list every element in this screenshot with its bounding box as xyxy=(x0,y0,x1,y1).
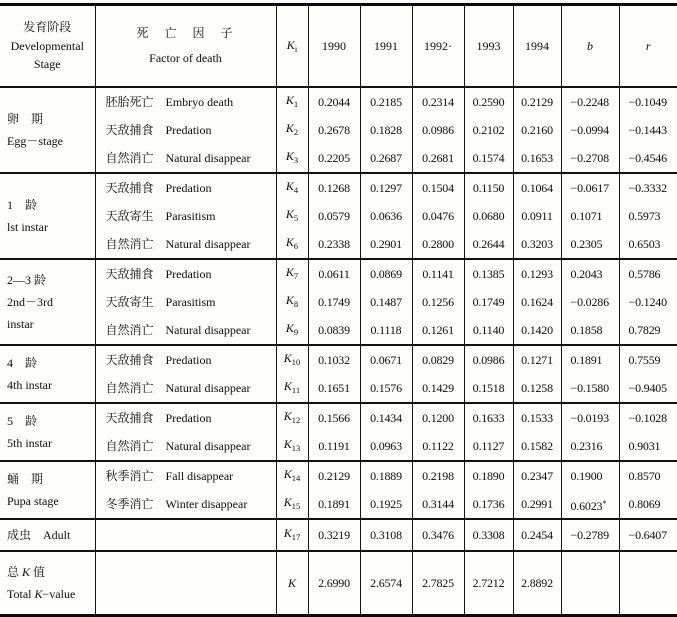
table-body xyxy=(0,87,677,616)
table-row xyxy=(0,144,677,173)
year-value-cell: 0.0986 xyxy=(412,116,464,144)
death-factor-cell: 天敌寄生 Parasitism xyxy=(95,202,276,230)
year-value-cell: 0.0829 xyxy=(412,345,464,374)
header-factor-zh: 死 亡 因 子 xyxy=(136,26,235,41)
year-value-cell: 0.1828 xyxy=(360,116,412,144)
stage-cell: 2—3 龄 2nd－3rd instar xyxy=(0,259,95,345)
b-value-cell: −0.1580 xyxy=(561,374,619,403)
year-value-cell: 0.3476 xyxy=(412,519,464,551)
r-value-cell: 0.6503 xyxy=(619,230,677,259)
k-index-cell: $K_1$ xyxy=(276,87,308,116)
k-index-cell: $K_{17}$ xyxy=(276,519,308,551)
b-value-cell: −0.2248 xyxy=(561,87,619,116)
death-factor-cell: 天敌捕食 Predation xyxy=(95,345,276,374)
k-index-cell: $K_{15}$ xyxy=(276,490,308,519)
year-value-cell: 0.0611 xyxy=(308,259,360,288)
year-value-cell: 0.3219 xyxy=(308,519,360,551)
b-value-cell: −0.0617 xyxy=(561,173,619,202)
year-value-cell: 0.1653 xyxy=(513,144,561,173)
year-value-cell: 0.1576 xyxy=(360,374,412,403)
year-value-cell: 0.0963 xyxy=(360,432,412,461)
header-stage-en-line2: Stage xyxy=(33,57,61,72)
year-value-cell: 0.2901 xyxy=(360,230,412,259)
year-value-cell: 0.1487 xyxy=(360,288,412,316)
year-value-cell: 0.1749 xyxy=(464,288,513,316)
year-value-cell: 0.1297 xyxy=(360,173,412,202)
table-row xyxy=(0,230,677,259)
year-value-cell: 2.6574 xyxy=(360,551,412,616)
death-factor-cell xyxy=(95,551,276,616)
table-row xyxy=(0,403,677,432)
death-factor-cell: 自然消亡 Natural disappear xyxy=(95,144,276,173)
header-factor-of-death xyxy=(95,5,276,88)
year-value-cell: 0.1533 xyxy=(513,403,561,432)
year-value-cell: 0.1925 xyxy=(360,490,412,519)
r-value-cell: −0.1443 xyxy=(619,116,677,144)
r-value-cell: −0.6407 xyxy=(619,519,677,551)
death-factor-cell: 天敌捕食 Predation xyxy=(95,403,276,432)
header-stage-zh: 发育阶段 xyxy=(23,20,72,35)
b-value-cell: −0.0286 xyxy=(561,288,619,316)
year-value-cell: 2.6990 xyxy=(308,551,360,616)
b-value-cell: −0.0994 xyxy=(561,116,619,144)
header-year-1993: 1993 xyxy=(464,5,513,88)
year-value-cell: 0.1574 xyxy=(464,144,513,173)
r-value-cell: 0.9031 xyxy=(619,432,677,461)
year-value-cell: 0.1200 xyxy=(412,403,464,432)
table-row xyxy=(0,173,677,202)
year-value-cell: 0.2678 xyxy=(308,116,360,144)
year-value-cell: 0.1890 xyxy=(464,461,513,490)
death-factor-cell: 自然消亡 Natural disappear xyxy=(95,432,276,461)
k-index-cell: $K_7$ xyxy=(276,259,308,288)
r-value-cell: 0.5973 xyxy=(619,202,677,230)
header-stage-en-line1: Developmental xyxy=(10,38,84,53)
r-value-cell: −0.4546 xyxy=(619,144,677,173)
year-value-cell: 0.2800 xyxy=(412,230,464,259)
year-value-cell: 0.1141 xyxy=(412,259,464,288)
year-value-cell: 0.1624 xyxy=(513,288,561,316)
death-factor-cell xyxy=(95,519,276,551)
r-value-cell: −0.1028 xyxy=(619,403,677,432)
k-index-cell: $K_9$ xyxy=(276,316,308,345)
year-value-cell: 0.1256 xyxy=(412,288,464,316)
year-value-cell: 0.2991 xyxy=(513,490,561,519)
r-value-cell: −0.3332 xyxy=(619,173,677,202)
year-value-cell: 0.1749 xyxy=(308,288,360,316)
year-value-cell: 0.1268 xyxy=(308,173,360,202)
header-r-coefficient: r xyxy=(619,5,677,88)
death-factor-cell: 天敌捕食 Predation xyxy=(95,173,276,202)
stage-cell: 成虫 Adult xyxy=(0,519,95,551)
year-value-cell: 0.0869 xyxy=(360,259,412,288)
year-value-cell: 0.2129 xyxy=(513,87,561,116)
header-ki: $K_i$ xyxy=(276,5,308,88)
year-value-cell: 2.7825 xyxy=(412,551,464,616)
death-factor-cell: 天敌捕食 Predation xyxy=(95,259,276,288)
table-row xyxy=(0,374,677,403)
r-value-cell: −0.9405 xyxy=(619,374,677,403)
table-row xyxy=(0,551,677,616)
year-value-cell: 0.2454 xyxy=(513,519,561,551)
year-value-cell: 0.1140 xyxy=(464,316,513,345)
death-factor-cell: 秋季消亡 Fall disappear xyxy=(95,461,276,490)
year-value-cell: 2.8892 xyxy=(513,551,561,616)
year-value-cell: 0.1258 xyxy=(513,374,561,403)
table-row xyxy=(0,461,677,490)
k-index-cell: $K_6$ xyxy=(276,230,308,259)
year-value-cell: 0.1633 xyxy=(464,403,513,432)
r-value-cell: 0.7559 xyxy=(619,345,677,374)
b-value-cell: 0.2043 xyxy=(561,259,619,288)
table-row xyxy=(0,116,677,144)
year-value-cell: 0.1385 xyxy=(464,259,513,288)
year-value-cell: 0.1122 xyxy=(412,432,464,461)
table-row xyxy=(0,202,677,230)
r-value-cell: 0.8570 xyxy=(619,461,677,490)
k-index-cell: K xyxy=(276,551,308,616)
k-index-cell: $K_2$ xyxy=(276,116,308,144)
stage-cell: 卵 期 Egg－stage xyxy=(0,87,95,173)
year-value-cell: 0.1429 xyxy=(412,374,464,403)
life-table xyxy=(0,3,677,617)
year-value-cell: 0.2347 xyxy=(513,461,561,490)
stage-cell: 1 龄 lst instar xyxy=(0,173,95,259)
year-value-cell: 0.0671 xyxy=(360,345,412,374)
header-year-1991: 1991 xyxy=(360,5,412,88)
b-value-cell: 0.2305 xyxy=(561,230,619,259)
k-index-cell: $K_8$ xyxy=(276,288,308,316)
b-value-cell: −0.0193 xyxy=(561,403,619,432)
stage-cell: 4 龄 4th instar xyxy=(0,345,95,403)
k-index-cell: $K_{12}$ xyxy=(276,403,308,432)
b-value-cell: 0.1071 xyxy=(561,202,619,230)
year-value-cell: 0.1420 xyxy=(513,316,561,345)
table-row xyxy=(0,316,677,345)
year-value-cell: 0.0680 xyxy=(464,202,513,230)
table-row xyxy=(0,87,677,116)
death-factor-cell: 胚胎死亡 Embryo death xyxy=(95,87,276,116)
k-index-cell: $K_3$ xyxy=(276,144,308,173)
stage-cell: 总 K 值 Total K−value xyxy=(0,551,95,616)
header-developmental-stage xyxy=(0,5,95,88)
year-value-cell: 0.0911 xyxy=(513,202,561,230)
b-value-cell: 0.1858 xyxy=(561,316,619,345)
year-value-cell: 0.1293 xyxy=(513,259,561,288)
r-value-cell: 0.8069 xyxy=(619,490,677,519)
death-factor-cell: 自然消亡 Natural disappear xyxy=(95,316,276,345)
year-value-cell: 0.0579 xyxy=(308,202,360,230)
death-factor-cell: 冬季消亡 Winter disappear xyxy=(95,490,276,519)
header-year-1992: 1992· xyxy=(412,5,464,88)
k-index-cell: $K_{14}$ xyxy=(276,461,308,490)
year-value-cell: 0.2687 xyxy=(360,144,412,173)
r-value-cell: 0.7829 xyxy=(619,316,677,345)
year-value-cell: 0.2681 xyxy=(412,144,464,173)
year-value-cell: 0.1651 xyxy=(308,374,360,403)
k-index-cell: $K_4$ xyxy=(276,173,308,202)
year-value-cell: 0.1434 xyxy=(360,403,412,432)
death-factor-cell: 自然消亡 Natural disappear xyxy=(95,374,276,403)
table-row xyxy=(0,345,677,374)
year-value-cell: 0.1566 xyxy=(308,403,360,432)
b-value-cell xyxy=(561,551,619,616)
death-factor-cell: 自然消亡 Natural disappear xyxy=(95,230,276,259)
year-value-cell: 0.3144 xyxy=(412,490,464,519)
table-row xyxy=(0,288,677,316)
year-value-cell: 0.0986 xyxy=(464,345,513,374)
year-value-cell: 0.1150 xyxy=(464,173,513,202)
year-value-cell: 0.1261 xyxy=(412,316,464,345)
k-index-cell: $K_{13}$ xyxy=(276,432,308,461)
year-value-cell: 0.0636 xyxy=(360,202,412,230)
header-b-coefficient: b xyxy=(561,5,619,88)
year-value-cell: 0.1127 xyxy=(464,432,513,461)
year-value-cell: 0.2185 xyxy=(360,87,412,116)
year-value-cell: 0.3308 xyxy=(464,519,513,551)
year-value-cell: 0.2314 xyxy=(412,87,464,116)
year-value-cell: 0.1118 xyxy=(360,316,412,345)
header-year-1994: 1994 xyxy=(513,5,561,88)
year-value-cell: 0.2044 xyxy=(308,87,360,116)
year-value-cell: 0.1064 xyxy=(513,173,561,202)
b-value-cell: 0.2316 xyxy=(561,432,619,461)
year-value-cell: 0.1271 xyxy=(513,345,561,374)
year-value-cell: 0.0476 xyxy=(412,202,464,230)
table-row xyxy=(0,490,677,519)
stage-cell: 5 龄 5th instar xyxy=(0,403,95,461)
year-value-cell: 0.3108 xyxy=(360,519,412,551)
k-index-cell: $K_{10}$ xyxy=(276,345,308,374)
r-value-cell: −0.1049 xyxy=(619,87,677,116)
year-value-cell: 0.1032 xyxy=(308,345,360,374)
year-value-cell: 0.2129 xyxy=(308,461,360,490)
year-value-cell: 0.3203 xyxy=(513,230,561,259)
header-factor-en: Factor of death xyxy=(149,51,222,65)
b-value-cell: −0.2708 xyxy=(561,144,619,173)
k-index-cell: $K_{11}$ xyxy=(276,374,308,403)
table-row xyxy=(0,432,677,461)
death-factor-cell: 天敌寄生 Parasitism xyxy=(95,288,276,316)
b-value-cell: −0.2789 xyxy=(561,519,619,551)
year-value-cell: 0.1504 xyxy=(412,173,464,202)
stage-cell: 蛹 期 Pupa stage xyxy=(0,461,95,519)
year-value-cell: 0.2644 xyxy=(464,230,513,259)
year-value-cell: 0.2198 xyxy=(412,461,464,490)
year-value-cell: 0.1891 xyxy=(308,490,360,519)
b-value-cell: 0.1891 xyxy=(561,345,619,374)
table-row xyxy=(0,519,677,551)
header-row xyxy=(0,5,677,88)
r-value-cell: −0.1240 xyxy=(619,288,677,316)
year-value-cell: 0.2338 xyxy=(308,230,360,259)
year-value-cell: 0.2102 xyxy=(464,116,513,144)
year-value-cell: 0.1582 xyxy=(513,432,561,461)
r-value-cell xyxy=(619,551,677,616)
year-value-cell: 2.7212 xyxy=(464,551,513,616)
table-row xyxy=(0,259,677,288)
year-value-cell: 0.0839 xyxy=(308,316,360,345)
death-factor-cell: 天敌捕食 Predation xyxy=(95,116,276,144)
b-value-cell: 0.6023* xyxy=(561,490,619,519)
k-index-cell: $K_5$ xyxy=(276,202,308,230)
year-value-cell: 0.2205 xyxy=(308,144,360,173)
r-value-cell: 0.5786 xyxy=(619,259,677,288)
b-value-cell: 0.1900 xyxy=(561,461,619,490)
year-value-cell: 0.1889 xyxy=(360,461,412,490)
year-value-cell: 0.2160 xyxy=(513,116,561,144)
year-value-cell: 0.1518 xyxy=(464,374,513,403)
year-value-cell: 0.1191 xyxy=(308,432,360,461)
year-value-cell: 0.1736 xyxy=(464,490,513,519)
header-year-1990: 1990 xyxy=(308,5,360,88)
year-value-cell: 0.2590 xyxy=(464,87,513,116)
